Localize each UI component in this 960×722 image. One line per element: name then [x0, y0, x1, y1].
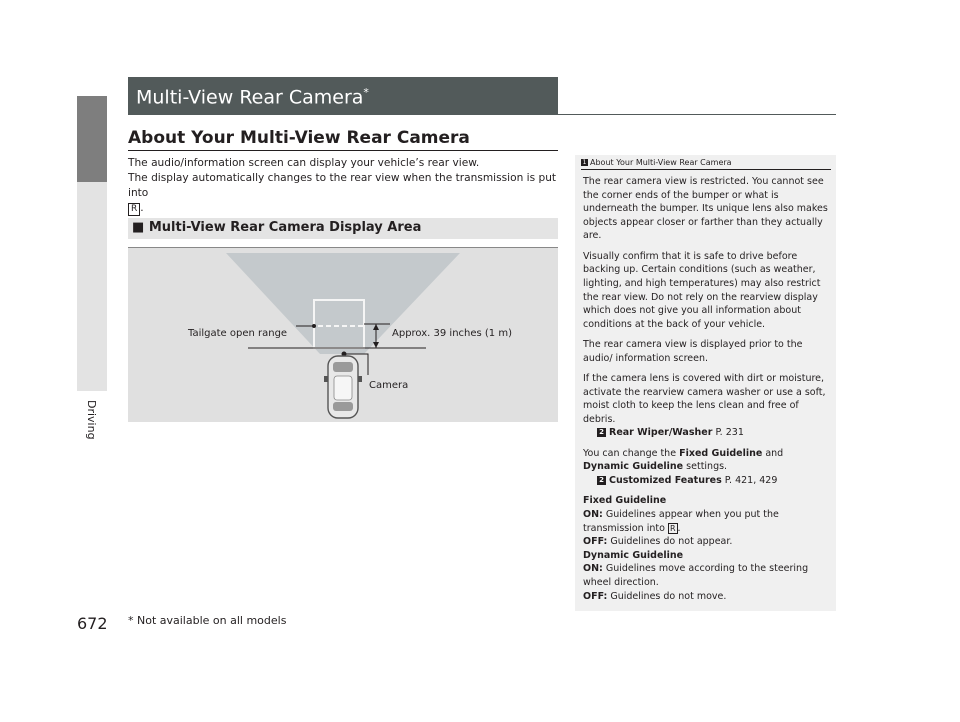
- fixed-guideline-title: Fixed Guideline: [583, 495, 667, 507]
- info-paragraph: If the camera lens is covered with dirt or moisture, activate the rearview camera washer or use a soft, moist cloth to keep the lens clean and free of debris. 2 Rear Wiper/Washer P. 231: [583, 373, 826, 439]
- guideline-settings: [583, 494, 831, 603]
- body-line-2: The display automatically changes to the rear view when the transmission is put into: [128, 172, 557, 199]
- info-paragraph: The rear camera view is displayed prior to the audio/ information screen.: [583, 339, 803, 364]
- section-body: [128, 156, 560, 216]
- page-number: 672: [77, 614, 108, 633]
- title-rule: [558, 114, 836, 115]
- dynamic-off-text: OFF: Guidelines do not move.: [583, 590, 727, 602]
- subsection-title: ■ Multi-View Rear Camera Display Area: [132, 220, 422, 235]
- reference-arrow-icon: 2: [597, 428, 606, 437]
- fixed-on-text: ON: Guidelines appear when you put the transmission into R .: [583, 509, 779, 534]
- note-icon: 1: [582, 159, 587, 166]
- body-line-3: R .: [128, 201, 560, 216]
- body-line-1: The audio/information screen can display your vehicle’s rear view.: [128, 157, 480, 169]
- info-paragraph: You can change the Fixed Guideline and Dynamic Guideline settings. 2 Customized Features P. 421, 429: [583, 447, 784, 487]
- page-title-bar: [128, 77, 558, 115]
- camera-display-area-diagram: [128, 247, 558, 422]
- cross-reference-customized[interactable]: 2 Customized Features P. 421, 429: [583, 475, 777, 486]
- gear-r-icon: R: [669, 523, 676, 533]
- info-sidebar: [575, 155, 836, 611]
- availability-marker: *: [363, 86, 369, 99]
- subsection-bar: [128, 218, 558, 239]
- info-header: 1 About Your Multi-View Rear Camera: [581, 158, 831, 170]
- fixed-off-text: OFF: Guidelines do not appear.: [583, 536, 733, 548]
- chapter-side-tab-marker: [77, 96, 107, 182]
- footnote: * Not available on all models: [128, 614, 287, 627]
- dynamic-on-text: ON: Guidelines move according to the steering wheel direction.: [583, 563, 809, 589]
- distance-label: Approx. 39 inches (1 m): [392, 328, 512, 339]
- vehicle-top-view: [324, 356, 362, 418]
- dynamic-guideline-title: Dynamic Guideline: [583, 549, 684, 561]
- info-paragraph: The rear camera view is restricted. You cannot see the corner ends of the bumper or what is underneath the bumper. Its unique lens also makes objects appear closer or farther than they actually are.: [583, 176, 828, 242]
- section-rule: [128, 150, 558, 151]
- section-title: About Your Multi-View Rear Camera: [128, 128, 470, 148]
- tailgate-leader-dot: [312, 324, 316, 328]
- tailgate-range-label: Tailgate open range: [188, 328, 288, 339]
- info-body: [583, 175, 831, 603]
- cross-reference-wiper[interactable]: 2 Rear Wiper/Washer P. 231: [583, 427, 744, 438]
- reference-arrow-icon: 2: [597, 476, 606, 485]
- chapter-label: Driving: [85, 400, 98, 440]
- distance-arrow-down: [373, 342, 379, 348]
- info-paragraph: Visually confirm that it is safe to drive before backing up. Certain conditions (such as weather, lighting, and high temperatures) may also restrict the rear view. Do not rely on the rearview display which does not give you all information about conditions at the back of your vehicle.: [583, 250, 821, 330]
- camera-label: Camera: [369, 380, 409, 391]
- page-title: Multi-View Rear Camera*: [136, 86, 369, 109]
- gear-r-icon: R: [128, 203, 140, 216]
